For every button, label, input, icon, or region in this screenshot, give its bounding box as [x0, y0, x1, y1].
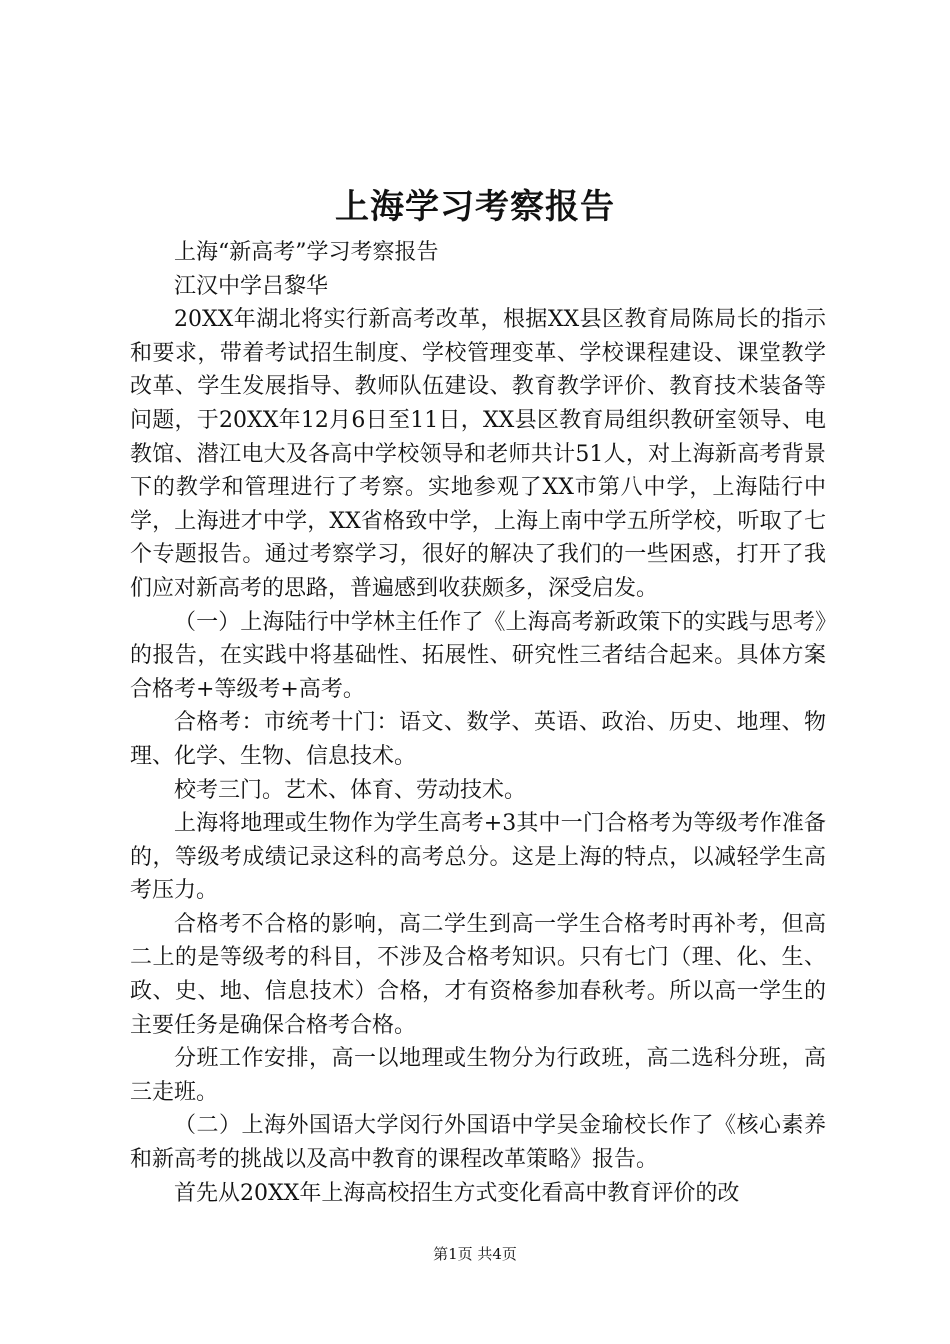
paragraph-subtitle: 上海“新高考”学习考察报告 [174, 240, 439, 265]
paragraph: 20XX年湖北将实行新高考改革，根据XX县区教育局陈局长的指示和要求，带着考试招生制度、学校管理变革、学校课程建设、课堂教学改革、学生发展指导、教师队伍建设、教育教学评价、教育技术装备等问题，于20XX年12月6日至11日，XX县区教育局组织教研室领导、电教馆、潜江电大及各高中学校领导和老师共计51人，对上海新高考背景下的教学和管理进行了考察。实地参观了XX市第八中学，上海陆行中学，上海进才中学，XX省格致中学，上海上南中学五所学校，听取了七个专题报告。通过考察学习，很好的解决了我们的一些困惑，打开了我们应对新高考的思路，普遍感到收获颇多，深受启发。 [130, 307, 826, 601]
document-body [130, 236, 826, 1210]
paragraph-author: 江汉中学吕黎华 [174, 273, 329, 299]
document-title: 上海学习考察报告 [335, 187, 615, 227]
paragraph: 校考三门。艺术、体育、劳动技术。 [174, 777, 527, 803]
paragraph: 首先从20XX年上海高校招生方式变化看高中教育评价的改 [174, 1180, 740, 1206]
paragraph: 分班工作安排，高一以地理或生物分为行政班，高二选科分班，高三走班。 [130, 1046, 826, 1105]
paragraph: 合格考：市统考十门：语文、数学、英语、政治、历史、地理、物理、化学、生物、信息技术。 [130, 710, 826, 769]
paragraph: 上海将地理或生物作为学生高考+3其中一门合格考为等级考作准备的，等级考成绩记录这科的高考总分。这是上海的特点，以减轻学生高考压力。 [130, 811, 826, 904]
page-footer: 第1页 共4页 [433, 1245, 517, 1263]
paragraph: （二）上海外国语大学闵行外国语中学吴金瑜校长作了《核心素养和新高考的挑战以及高中教育的课程改革策略》报告。 [130, 1113, 826, 1173]
paragraph: 合格考不合格的影响，高二学生到高一学生合格考时再补考，但高二上的是等级考的科目，不涉及合格考知识。只有七门（理、化、生、政、史、地、信息技术）合格，才有资格参加春秋考。所以高一学生的主要任务是确保合格考合格。 [130, 911, 826, 1038]
paragraph: （一）上海陆行中学林主任作了《上海高考新政策下的实践与思考》的报告，在实践中将基础性、拓展性、研究性三者结合起来。具体方案合格考+等级考+高考。 [130, 609, 826, 702]
